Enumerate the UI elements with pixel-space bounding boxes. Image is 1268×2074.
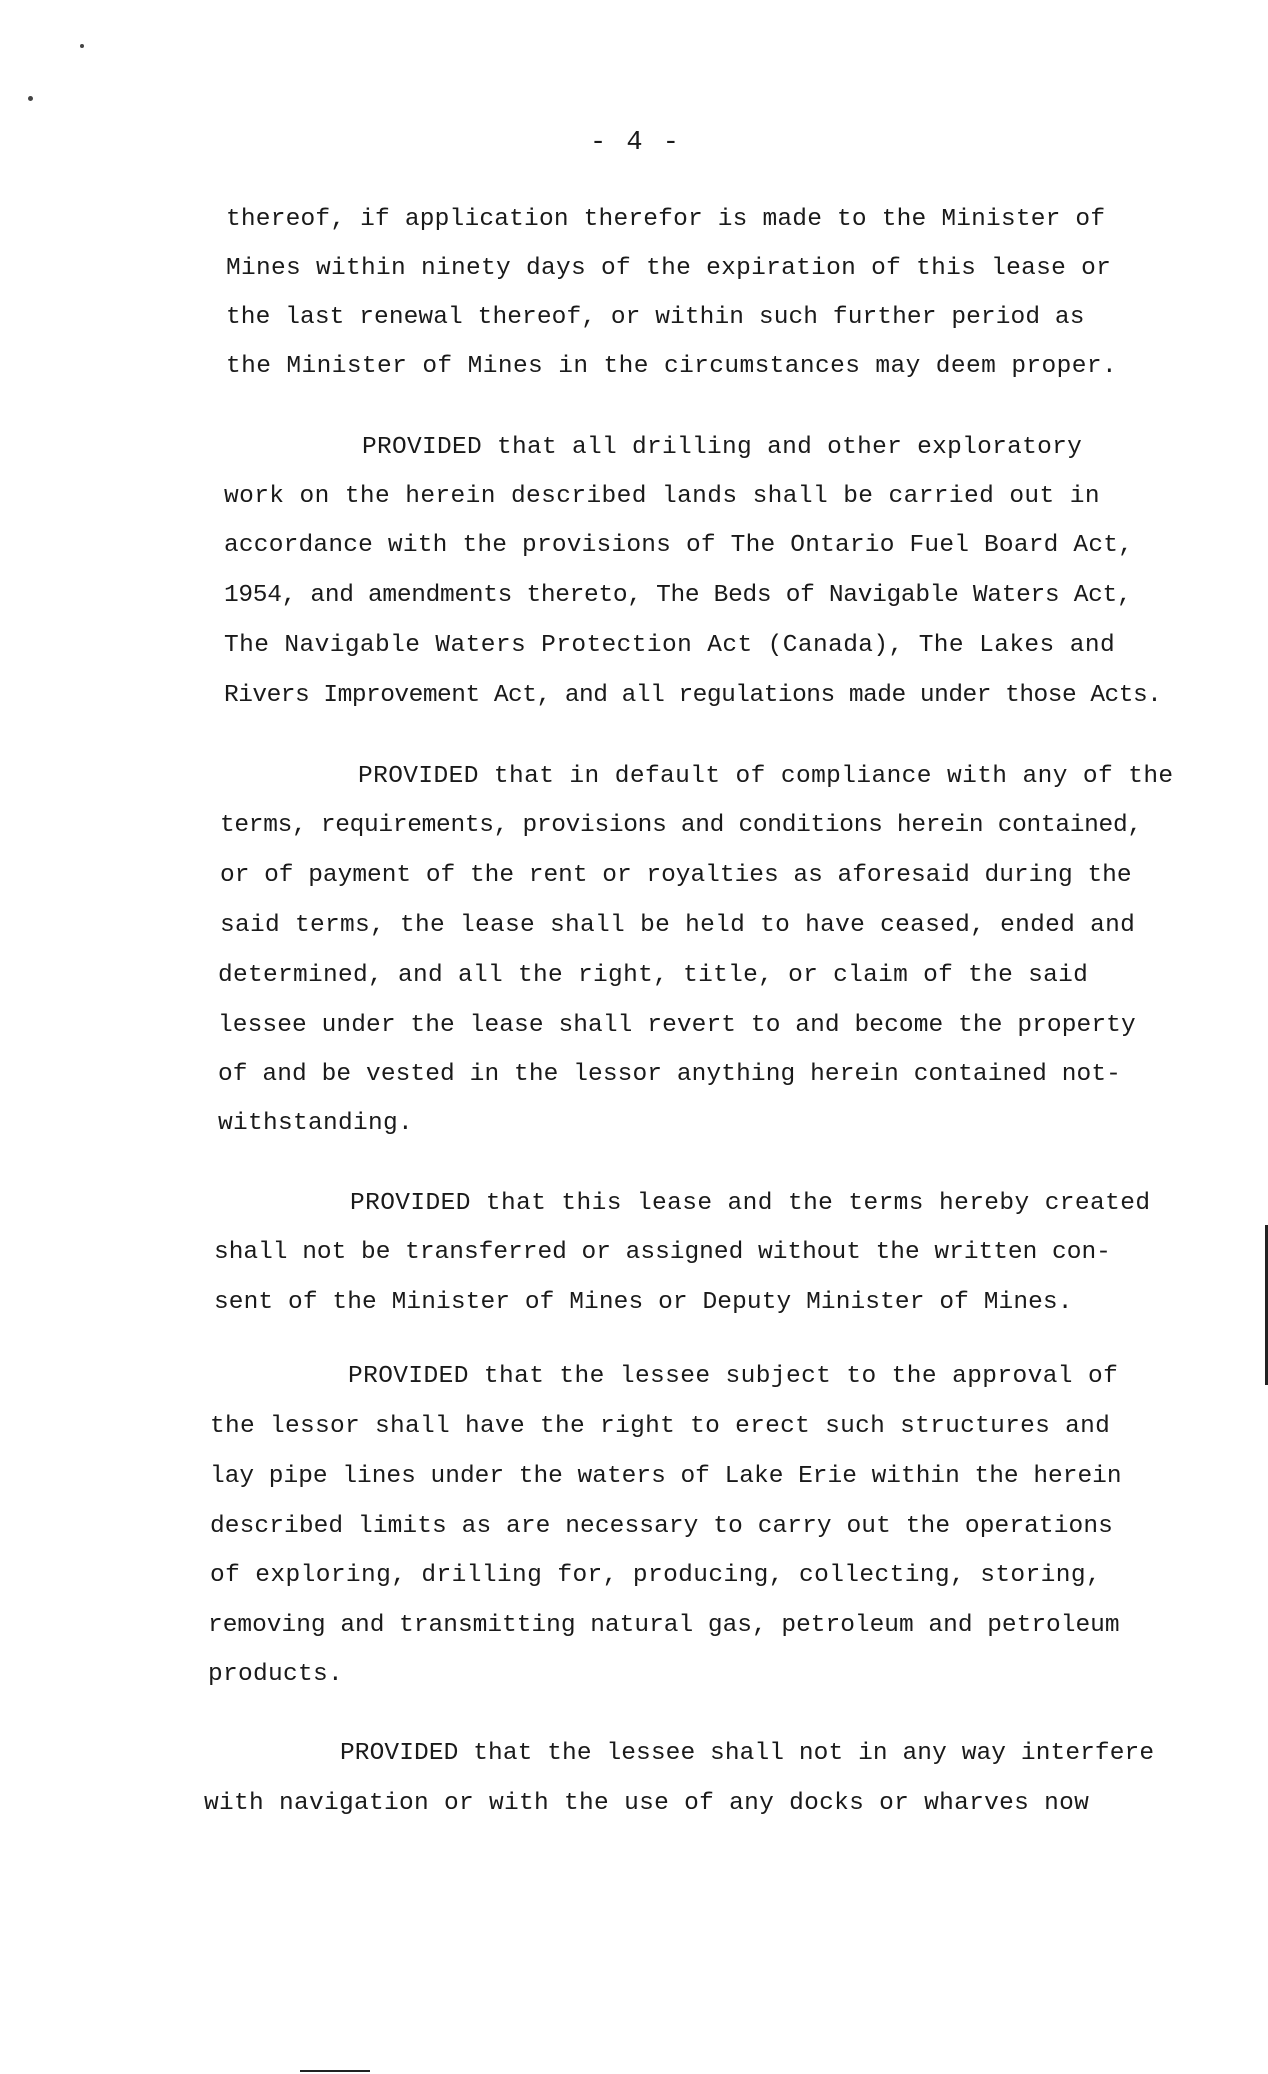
scan-speck — [80, 44, 84, 48]
page-number: - 4 - — [590, 128, 682, 158]
text-line: the lessor shall have the right to erect such structures and — [210, 1413, 1111, 1440]
text-line: of and be vested in the lessor anything herein contained not- — [218, 1061, 1121, 1088]
text-line: 1954, and amendments thereto, The Beds of Navigable Waters Act, — [224, 582, 1132, 609]
text-line: work on the herein described lands shall be carried out in — [224, 483, 1100, 510]
text-line: PROVIDED that the lessee subject to the approval of — [348, 1363, 1119, 1390]
bottom-rule — [300, 2070, 370, 2072]
text-line: Mines within ninety days of the expiration of this lease or — [226, 255, 1112, 282]
text-line: removing and transmitting natural gas, petroleum and petroleum — [208, 1612, 1120, 1639]
text-line: PROVIDED that in default of compliance with any of the — [358, 763, 1174, 790]
text-line: the Minister of Mines in the circumstances may deem proper. — [226, 353, 1118, 380]
text-line: shall not be transferred or assigned without the written con- — [214, 1239, 1111, 1266]
text-line: with navigation or with the use of any docks or wharves now — [204, 1790, 1090, 1817]
text-line: lay pipe lines under the waters of Lake Erie within the herein — [210, 1463, 1122, 1490]
text-line: Rivers Improvement Act, and all regulations made under those Acts. — [224, 682, 1162, 709]
text-line: PROVIDED that all drilling and other exploratory — [362, 434, 1083, 461]
text-line: PROVIDED that the lessee shall not in any way interfere — [340, 1740, 1155, 1767]
text-line: The Navigable Waters Protection Act (Canada), The Lakes and — [224, 632, 1116, 659]
scan-speck — [28, 96, 33, 101]
text-line: the last renewal thereof, or within such further period as — [226, 304, 1085, 331]
text-line: said terms, the lease shall be held to have ceased, ended and — [220, 912, 1136, 939]
text-line: sent of the Minister of Mines or Deputy Minister of Mines. — [214, 1289, 1073, 1316]
text-line: or of payment of the rent or royalties as aforesaid during the — [220, 862, 1132, 889]
text-line: PROVIDED that this lease and the terms hereby created — [350, 1190, 1151, 1217]
text-line: determined, and all the right, title, or claim of the said — [218, 962, 1089, 989]
text-line: products. — [208, 1661, 344, 1688]
text-line: withstanding. — [218, 1110, 414, 1137]
text-line: accordance with the provisions of The Ontario Fuel Board Act, — [224, 532, 1134, 559]
text-line: terms, requirements, provisions and conditions herein contained, — [220, 812, 1142, 839]
text-line: thereof, if application therefor is made to the Minister of — [226, 206, 1106, 233]
text-line: of exploring, drilling for, producing, collecting, storing, — [210, 1562, 1102, 1589]
text-line: lessee under the lease shall revert to and become the property — [218, 1012, 1136, 1039]
text-line: described limits as are necessary to carry out the operations — [210, 1513, 1113, 1540]
